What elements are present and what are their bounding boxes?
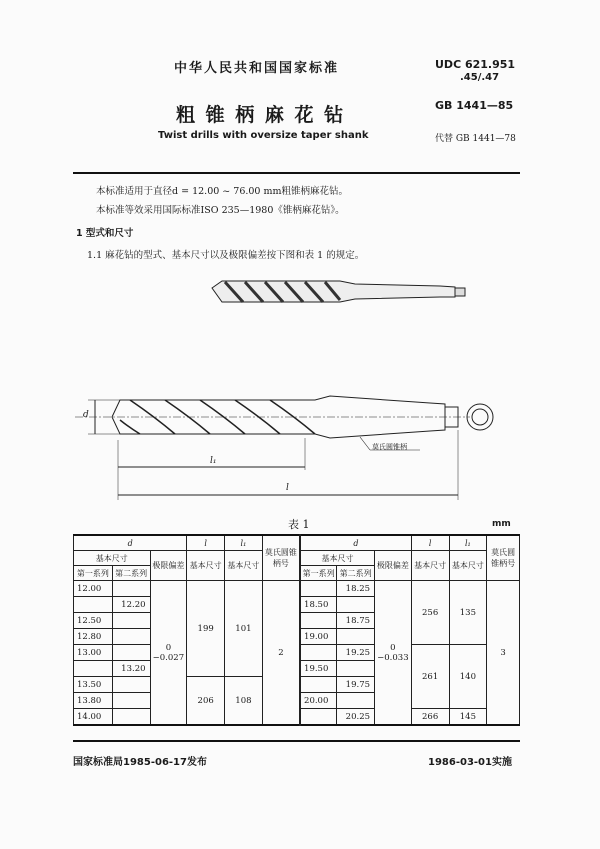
header-dev-right: 极限偏差 [375, 551, 412, 581]
diameter-series2: 13.20 [112, 661, 150, 677]
morse-taper-callout: 莫氏圆锥柄 [372, 443, 407, 451]
diameter-series1 [74, 661, 113, 677]
header-l1: l₁ [225, 535, 263, 551]
effective-date: 1986-03-01实施 [428, 757, 512, 768]
diameter-series2 [112, 613, 150, 629]
header-l1-right: l₁ [449, 535, 487, 551]
large-drill-drawing [75, 396, 493, 500]
length-l: 206 [187, 677, 225, 726]
header-basic: 基本尺寸 [74, 551, 151, 566]
tolerance-upper: 0 [165, 642, 172, 653]
header-basic-right: 基本尺寸 [300, 551, 374, 566]
header-d-right: d [300, 535, 411, 551]
tolerance-cell [375, 581, 412, 726]
dim-l-label: l [286, 483, 289, 493]
footer-divider [73, 740, 520, 742]
header-l: l [187, 535, 225, 551]
diameter-series2 [112, 581, 150, 597]
diameter-series2 [112, 693, 150, 709]
diameter-series2 [337, 597, 375, 613]
diameter-series2 [112, 709, 150, 726]
dim-l1-label: l₁ [210, 456, 217, 466]
diameter-series2: 12.20 [112, 597, 150, 613]
diameter-series2 [337, 661, 375, 677]
morse-number: 3 [487, 581, 520, 726]
diameter-series1: 12.00 [74, 581, 113, 597]
header-series2-right: 第二系列 [337, 566, 375, 581]
replaces-note: 代替 GB 1441—78 [435, 134, 516, 144]
diameter-series2: 20.25 [337, 709, 375, 726]
diameter-series1: 13.50 [74, 677, 113, 693]
table-caption: 表 1 [288, 518, 310, 531]
section-1-1-text: 1.1 麻花钻的型式、基本尺寸以及极限偏差按下图和表 1 的规定。 [87, 250, 365, 261]
length-l: 256 [411, 581, 449, 645]
header-series1-right: 第一系列 [300, 566, 337, 581]
tolerance-lower: −0.033 [377, 652, 409, 663]
length-l: 199 [187, 581, 225, 677]
diameter-series1: 14.00 [74, 709, 113, 726]
header-series1: 第一系列 [74, 566, 113, 581]
diameter-series2: 18.75 [337, 613, 375, 629]
diameter-series1: 13.00 [74, 645, 113, 661]
diameter-series2 [112, 677, 150, 693]
tolerance-upper: 0 [390, 642, 396, 653]
length-l1: 135 [449, 581, 487, 645]
udc-code: UDC 621.951 [435, 58, 516, 71]
header-l-basic: 基本尺寸 [187, 551, 225, 581]
small-drill-photo [212, 281, 465, 302]
table-row [74, 581, 520, 597]
diameter-series1: 12.80 [74, 629, 113, 645]
diameter-series1 [300, 709, 337, 726]
issuing-org: 中华人民共和国国家标准 [174, 61, 340, 76]
dimension-table [73, 534, 520, 726]
length-l1: 101 [225, 581, 263, 677]
diameter-series2 [337, 629, 375, 645]
diameter-series1 [74, 597, 113, 613]
header-l-right: l [411, 535, 449, 551]
standard-number: GB 1441—85 [435, 99, 514, 112]
header-dev: 极限偏差 [150, 551, 187, 581]
diameter-series1: 18.50 [300, 597, 337, 613]
header-morse: 莫氏圆锥柄号 [262, 535, 300, 581]
diameter-series2: 19.25 [337, 645, 375, 661]
diameter-series2 [112, 645, 150, 661]
header-l1-basic: 基本尺寸 [225, 551, 263, 581]
diameter-series1 [300, 581, 337, 597]
header-morse-right: 莫氏圆锥柄号 [487, 535, 520, 581]
diameter-series1 [300, 645, 337, 661]
iso-paragraph: 本标准等效采用国际标准ISO 235—1980《锥柄麻花钻》。 [96, 205, 345, 216]
header-l-basic-right: 基本尺寸 [411, 551, 449, 581]
dim-d-label: d [83, 410, 89, 420]
diameter-series1: 13.80 [74, 693, 113, 709]
diameter-series1: 12.50 [74, 613, 113, 629]
table-unit: mm [492, 519, 511, 529]
diameter-series2 [337, 693, 375, 709]
diameter-series1: 19.00 [300, 629, 337, 645]
diameter-series2: 18.25 [337, 581, 375, 597]
diameter-series2 [112, 629, 150, 645]
length-l: 266 [411, 709, 449, 726]
length-l1: 108 [225, 677, 263, 726]
tolerance-cell [150, 581, 187, 726]
morse-number: 2 [262, 581, 300, 726]
title-cn: 粗 锥 柄 麻 花 钻 [176, 104, 346, 126]
issue-date: 国家标准局1985-06-17发布 [73, 757, 207, 768]
diameter-series1: 20.00 [300, 693, 337, 709]
length-l1: 140 [449, 645, 487, 709]
length-l: 261 [411, 645, 449, 709]
diameter-series1: 19.50 [300, 661, 337, 677]
scope-paragraph: 本标准适用于直径d = 12.00 ~ 76.00 mm粗锥柄麻花钻。 [96, 186, 349, 197]
length-l1: 145 [449, 709, 487, 726]
tolerance-lower: −0.027 [152, 652, 185, 663]
section-1-heading: 1 型式和尺寸 [76, 228, 134, 239]
header-d: d [74, 535, 187, 551]
diameter-series2: 19.75 [337, 677, 375, 693]
header-l1-basic-right: 基本尺寸 [449, 551, 487, 581]
diameter-series1 [300, 677, 337, 693]
title-en: Twist drills with oversize taper shank [158, 130, 369, 141]
udc-code-2: .45/.47 [460, 72, 500, 83]
diameter-series1 [300, 613, 337, 629]
header-series2: 第二系列 [112, 566, 150, 581]
